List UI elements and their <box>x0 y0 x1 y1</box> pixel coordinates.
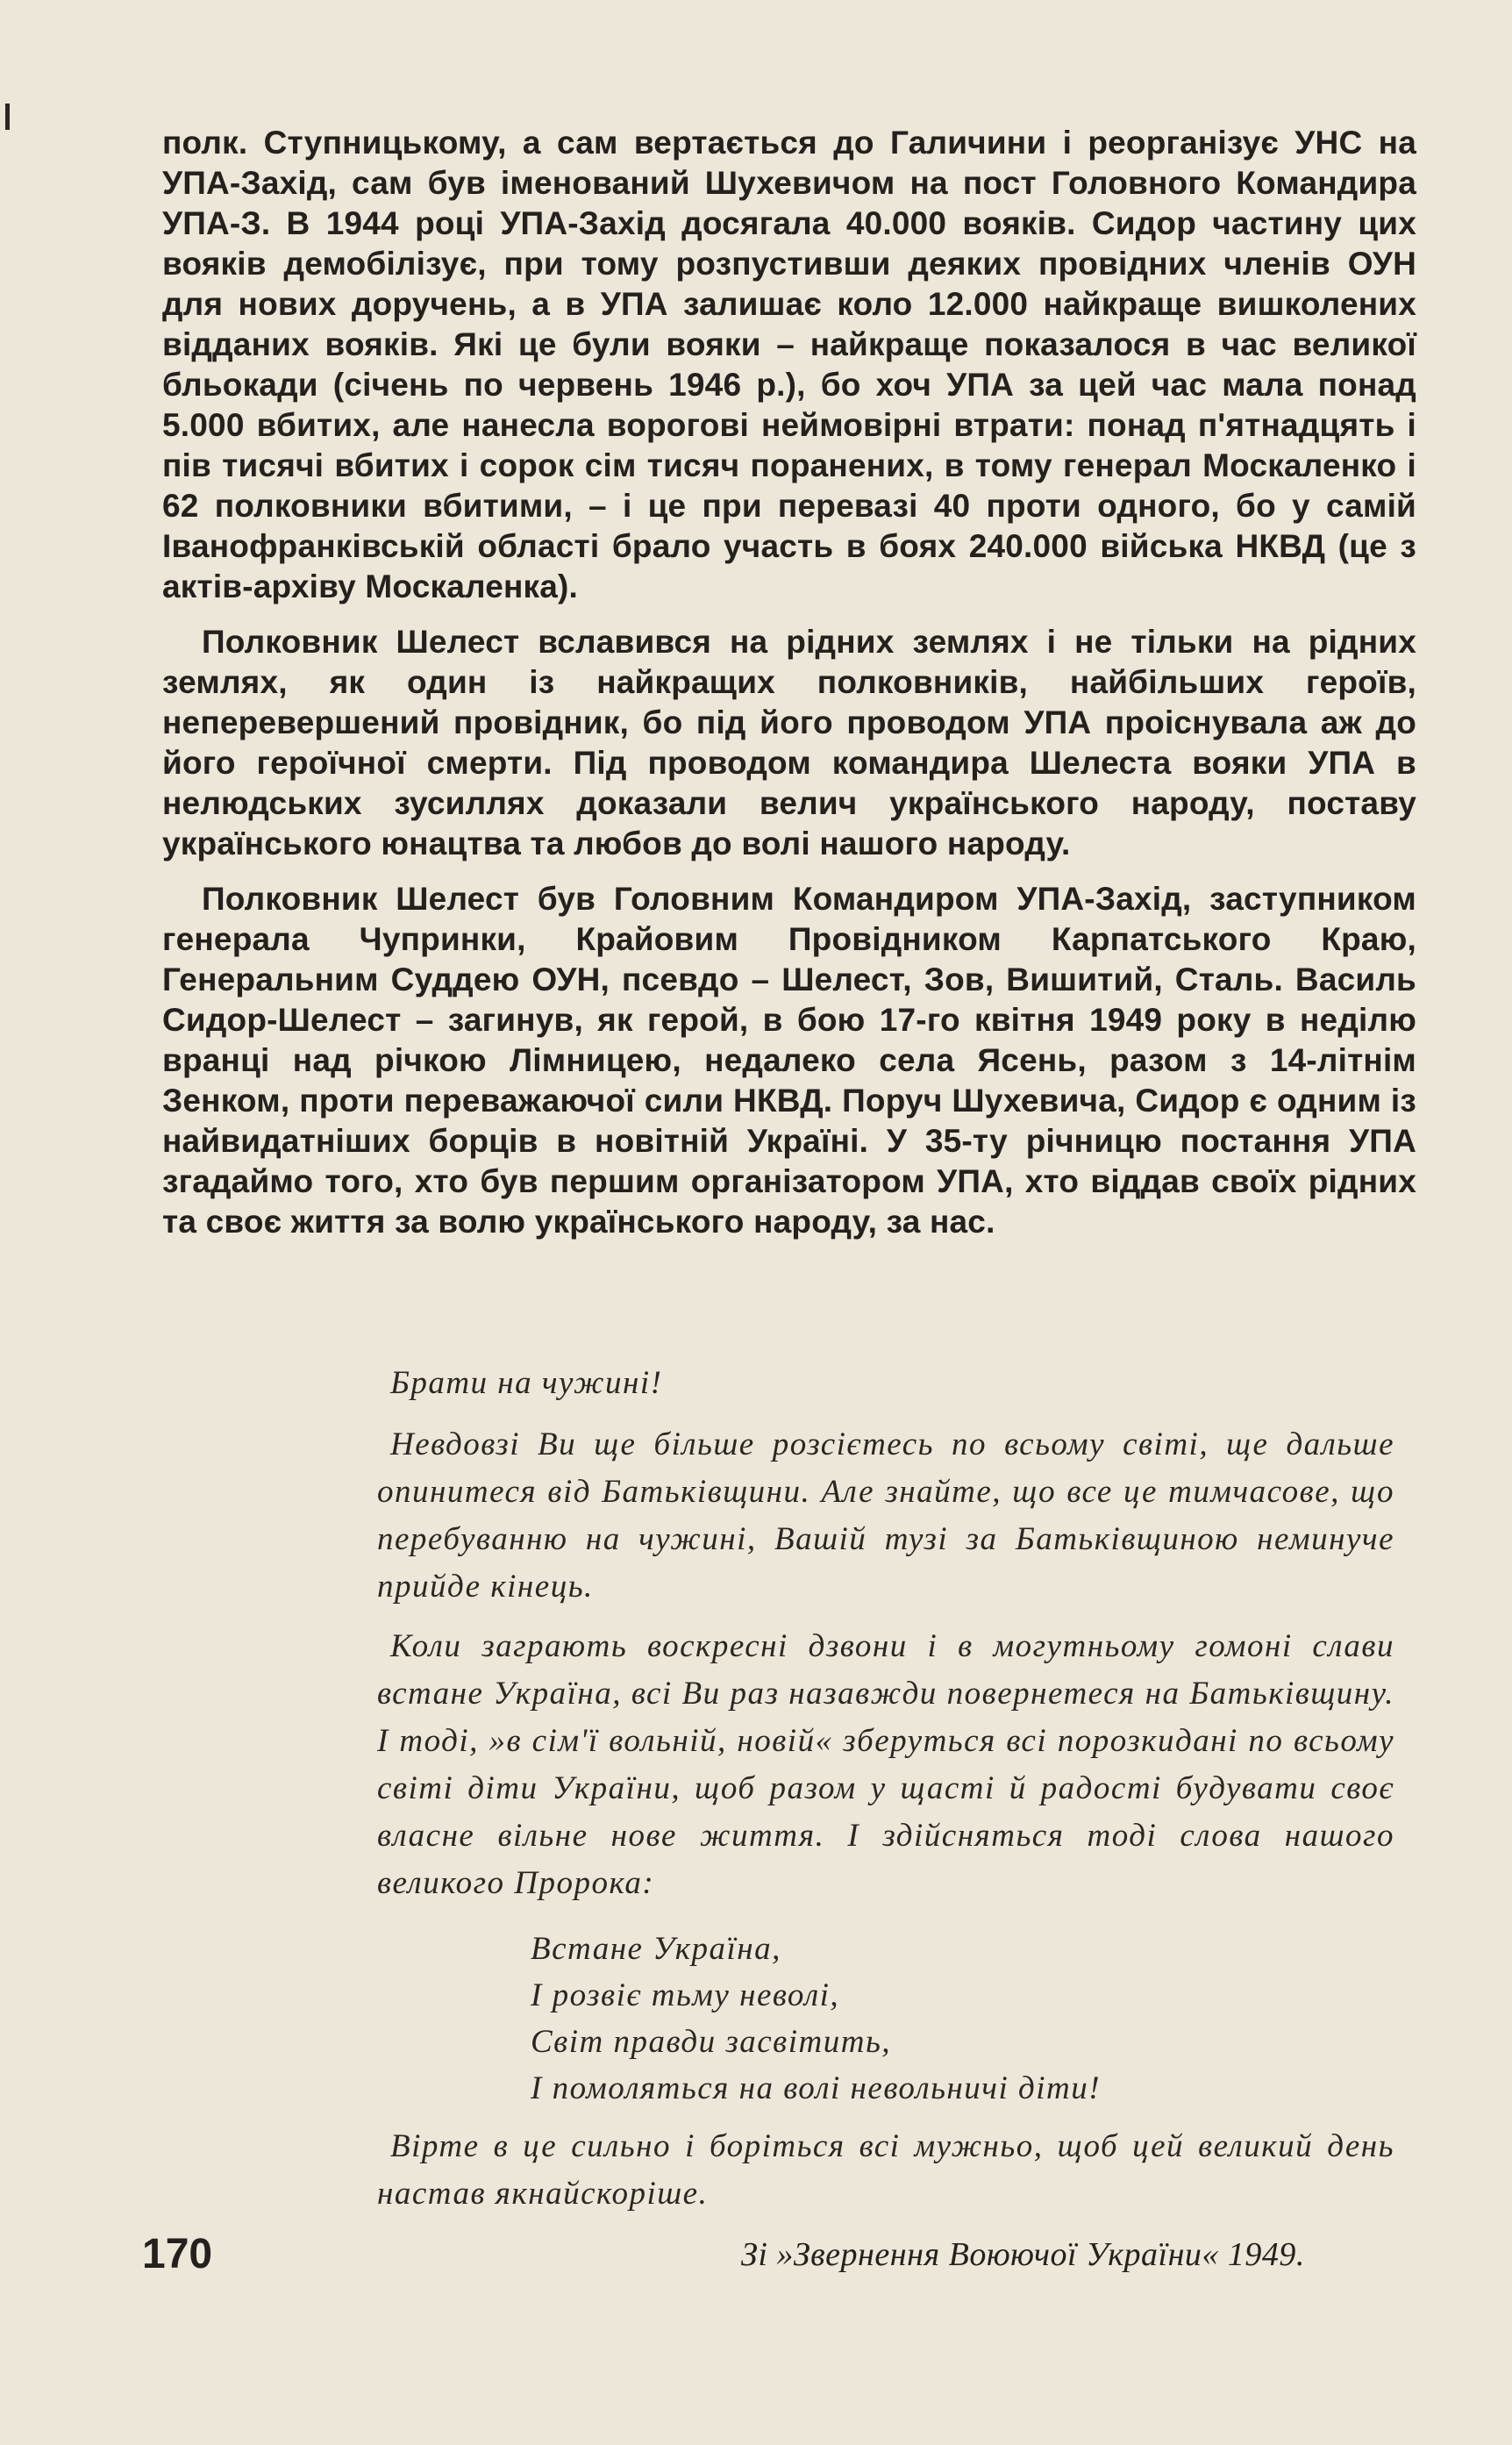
appeal-closing-block <box>377 2123 1394 2218</box>
source-attribution: Зі »Звернення Воюючої України« 1949. <box>741 2236 1305 2273</box>
poem-line: І помоляться на волі невольничі діти! <box>531 2070 1102 2106</box>
appeal-closing: Вірте в це сильно і боріться всі мужньо, щоб цей великий день настав якнайскоріше. <box>377 2128 1394 2212</box>
poem-line: Встане Україна, <box>531 1931 781 1967</box>
appeal-greeting: Брати на чужині! <box>390 1365 663 1401</box>
appeal-body <box>377 1421 1394 1907</box>
body-text <box>162 123 1416 1242</box>
poem-line: Світ правди засвітить, <box>531 2024 892 2060</box>
appeal-paragraph-2: Коли заграють воскресні дзвони і в могутньому гомоні слави встане Україна, всі Ви раз назавжди повернетеся на Батьківщину. І тоді, »в сім'ї вольній, новій« зберуться всі порозкидані по всьому світі діти України, щоб разом у щасті й радості будувати своє власне вільне нове життя. І здійсняться тоді слова нашого великого Пророка: <box>377 1628 1394 1901</box>
appeal-greeting-block <box>390 1360 1390 1407</box>
poem-line: І розвіє тьму неволі, <box>531 1977 840 2013</box>
paragraph-2: Полковник Шелест вславився на рідних землях і не тільки на рідних землях, як один із найкращих полковників, найбільших героїв, неперевершений провідник, бо під його проводом УПА проіснувала аж до його героїчної смерти. Під проводом командира Шелеста вояки УПА в нелюдських зусиллях доказали велич українського народу, поставу українського юнацтва та любов до волі нашого народу. <box>162 624 1416 861</box>
poem <box>531 1926 1101 2112</box>
paragraph-1: полк. Ступницькому, а сам вертається до Галичини і реорганізує УНС на УПА-Захід, сам був іменований Шухевичом на пост Головного Командира УПА-З. В 1944 році УПА-Захід досягала 40.000 вояків. Сидор частину цих вояків демобілізує, при тому розпустивши деяких провідних членів ОУН для нових доручень, а в УПА залишає коло 12.000 найкраще вишколених відданих вояків. Які це були вояки – найкраще показалося в час великої бльокади (січень по червень 1946 р.), бо хоч УПА за цей час мала понад 5.000 вбитих, але нанесла ворогові неймовірні втрати: понад п'ятнадцять і пів тисячі вбитих і сорок сім тисяч поранених, в тому генерал Москаленко і 62 полковники вбитими, – і це при перевазі 40 проти одного, бо у самій Іванофранківській області брало участь в боях 240.000 війська НКВД (це з актів-архіву Москаленка). <box>162 125 1416 604</box>
paragraph-3: Полковник Шелест був Головним Командиром УПА-Захід, заступником генерала Чупринки, Крайовим Провідником Карпатського Краю, Генеральним Суддею ОУН, псевдо – Шелест, Зов, Вишитий, Сталь. Василь Сидор-Шелест – загинув, як герой, в бою 17-го квітня 1949 року в неділю вранці над річкою Лімницею, недалеко села Ясень, разом з 14-літнім Зенком, проти переважаючої сили НКВД. Поруч Шухевича, Сидор є одним із найвидатніших борців в новітній Україні. У 35-ту річницю постання УПА згадаймо того, хто був першим організатором УПА, хто віддав своїх рідних та своє життя за волю українського народу, за нас. <box>162 881 1416 1240</box>
page-number: 170 <box>142 2231 213 2277</box>
margin-mark <box>5 104 10 130</box>
appeal-paragraph-1: Невдовзі Ви ще більше розсієтесь по всьому світі, ще дальше опинитеся від Батьківщини. Але знайте, що все це тимчасове, що перебуванню на чужині, Вашій тузі за Батьківщиною неминуче прийде кінець. <box>377 1426 1394 1605</box>
